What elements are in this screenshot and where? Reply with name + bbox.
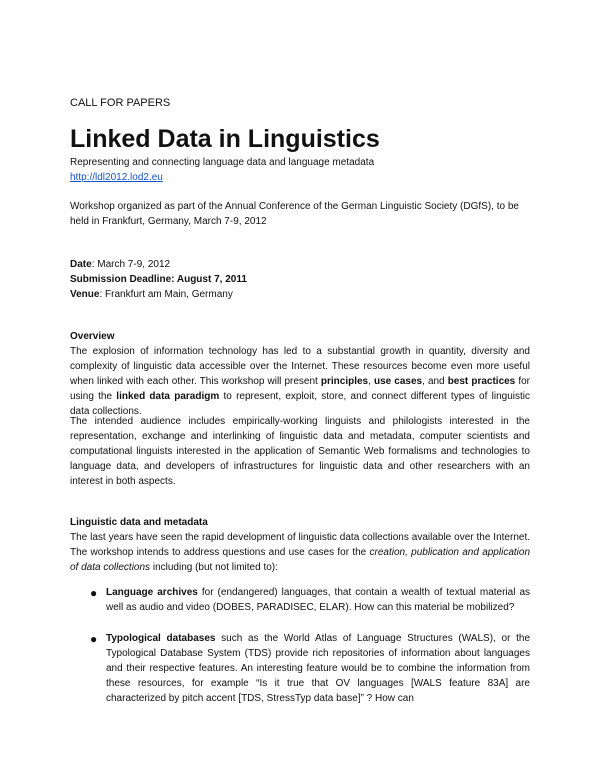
venue-label: Venue bbox=[70, 289, 100, 300]
bullet-item-typological-databases bbox=[106, 631, 530, 706]
typological-databases-bold: Typological databases bbox=[106, 633, 216, 644]
date-value: : March 7-9, 2012 bbox=[91, 259, 171, 270]
overview-text: The explosion of information technology has led to a substantial growth in quantity, diversity and complexity of linguistic data accessible over the Internet. These resources become even more useful when linked with each other. This workshop will present bbox=[70, 346, 530, 387]
overview-text: , and bbox=[422, 376, 448, 387]
section-paragraph bbox=[70, 530, 530, 575]
bullet-icon: ● bbox=[90, 586, 98, 600]
venue-line bbox=[70, 287, 530, 302]
bullet-icon: ● bbox=[90, 632, 98, 646]
workshop-url-link[interactable]: http://ldl2012.lod2.eu bbox=[70, 172, 163, 183]
submission-deadline: Submission Deadline: August 7, 2011 bbox=[70, 274, 247, 285]
subtitle: Representing and connecting language data and language metadata bbox=[70, 157, 375, 168]
overview-heading: Overview bbox=[70, 331, 115, 342]
overview-text: to represent, exploit, store, and connect different types of linguistic data collections. bbox=[70, 391, 530, 417]
section-heading-linguistic-data: Linguistic data and metadata bbox=[70, 517, 208, 528]
creation-publication-italic: creation, publication and application of data collections bbox=[70, 547, 531, 573]
date-label: Date bbox=[70, 259, 92, 270]
bullet-text: for (endangered) languages, that contain a wealth of textual material as well as audio and video (DOBES, PARADISEC, ELAR). How can this material be mobilized? bbox=[106, 587, 531, 613]
overview-text: for using the bbox=[70, 376, 530, 402]
principles-bold: principles bbox=[320, 376, 369, 387]
overview-text: , bbox=[368, 376, 374, 387]
use-cases-bold: use cases bbox=[373, 376, 423, 387]
page-title: Linked Data in Linguistics bbox=[70, 125, 380, 153]
intro-paragraph: Workshop organized as part of the Annual Conference of the German Linguistic Society (DGfS), to be held in Frankfurt, Germany, March 7-9, 2012 bbox=[70, 201, 519, 227]
language-archives-bold: Language archives bbox=[106, 587, 198, 598]
venue-value: : Frankfurt am Main, Germany bbox=[99, 289, 233, 300]
section-text: including (but not limited to): bbox=[150, 562, 278, 573]
date-line bbox=[70, 257, 530, 272]
best-practices-bold: best practices bbox=[447, 376, 516, 387]
bullet-text: such as the World Atlas of Language Structures (WALS), or the Typological Database System (TDS) provide rich repositories of information about languages and their respective features. An interesting feature would be to combine the information from these resources, for example “Is it true that OV languages [WALS feature 83A] are characterized by pitch accent [TDS, StressTyp data base]” ? How can bbox=[106, 633, 530, 704]
call-for-papers-label: CALL FOR PAPERS bbox=[70, 97, 171, 109]
bullet-item-language-archives bbox=[106, 585, 530, 615]
overview-paragraph-1 bbox=[70, 344, 530, 419]
linked-data-paradigm-bold: linked data paradigm bbox=[116, 391, 220, 402]
section-text: The last years have seen the rapid development of linguistic data collections available over the Internet. The workshop intends to address questions and use cases for the bbox=[70, 532, 530, 558]
overview-paragraph-2: The intended audience includes empirically-working linguists and philologists interested in the representation, exchange and interlinking of linguistic data and metadata, computer scientists and computational linguists interested in the application of Semantic Web formalisms and technologies to language data, and developers of infrastructures for linguistic data and other researchers with an interest in both aspects. bbox=[70, 416, 530, 487]
